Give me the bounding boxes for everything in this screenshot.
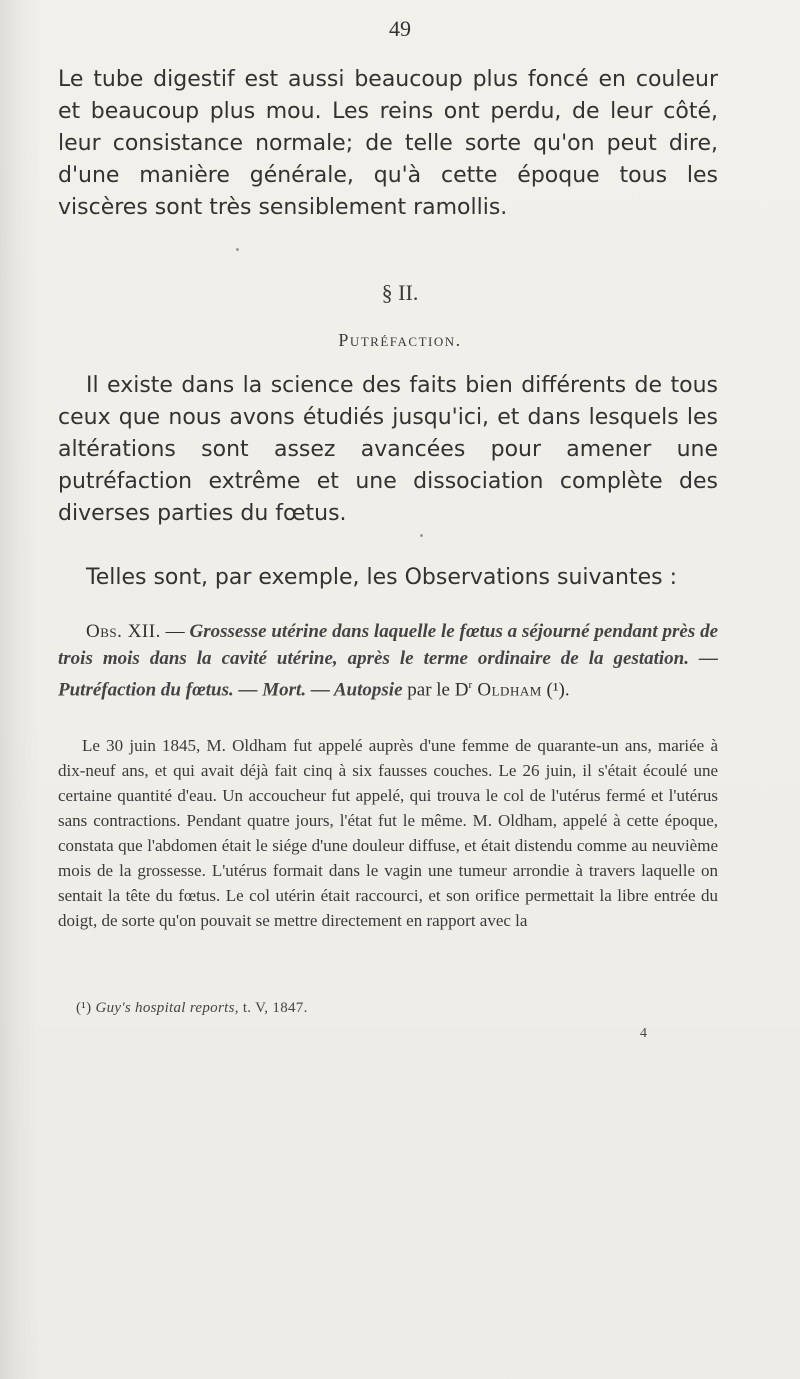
- observation-body: [58, 733, 718, 933]
- observation-body-text: Le 30 juin 1845, M. Oldham fut appelé auprès d'une femme de quarante-un ans, mariée à dix-neuf ans, et qui avait déjà fait cinq à six fausses couches. Le 26 juin, il s'était écoulé une certaine quantité d'eau. Un accoucheur fut appelé, qui trouva le col de l'utérus fermé et l'utérus sans contractions. Pendant quatre jours, l'état fut le même. M. Oldham, appelé à cette époque, constata que l'abdomen était le siége d'une douleur diffuse, et était distendu comme au neuvième mois de la grossesse. L'utérus formait dans le vagin une tumeur arrondie à travers laquelle on sentait la tête du fœtus. Le col utérin était raccourci, et son orifice permettait la libre entrée du doigt, de sorte qu'on pouvait se mettre directement en rapport avec la: [58, 736, 718, 930]
- section-number: § II.: [381, 280, 419, 305]
- observation-author-sup: r: [468, 679, 473, 691]
- paragraph-examples: [58, 562, 718, 594]
- observation-heading: [58, 618, 718, 703]
- page-number: 49: [389, 16, 411, 41]
- observation-author-name: Oldham: [472, 679, 542, 701]
- observation-title: Grossesse utérine dans laquelle le fœtus a séjourné pendant près de trois mois dans la cavité utérine, après le terme ordinaire de la gestation. — Putréfaction du fœtus. — Mort. — Autopsie: [58, 621, 719, 701]
- paper-speck: [236, 248, 239, 251]
- observation-author-prefix: par le D: [402, 679, 469, 701]
- footnote-source: Guy's hospital reports,: [95, 1000, 239, 1016]
- paper-speck: [420, 534, 423, 537]
- paragraph-examples-text: Telles sont, par exemple, les Observations suivantes :: [86, 565, 677, 590]
- section-title: Putréfaction.: [338, 330, 462, 350]
- footnote-reference: (¹).: [541, 679, 570, 701]
- observation-label: Obs. XII.: [86, 621, 161, 642]
- footnote-rest: t. V, 1847.: [238, 1000, 308, 1016]
- observation-dash: —: [160, 621, 190, 642]
- footnote-marker: (¹): [76, 1000, 92, 1016]
- paragraph-putrefaction-text: Il existe dans la science des faits bien différents de tous ceux que nous avons étudiés jusqu'ici, et dans lesquels les altérations sont assez avancées pour amener une putréfaction extrême et une dissociation complète des diverses parties du fœtus.: [58, 373, 718, 526]
- paragraph-intro: [58, 64, 718, 224]
- paragraph-intro-text: Le tube digestif est aussi beaucoup plus foncé en couleur et beaucoup plus mou. Les reins ont perdu, de leur côté, leur consistance normale; de telle sorte qu'on peut dire, d'une manière générale, qu'à cette époque tous les viscères sont très sensiblement ramollis.: [58, 67, 718, 220]
- footnote: [76, 1000, 636, 1017]
- observation-heading-text: [58, 618, 718, 703]
- paragraph-putrefaction: [58, 370, 718, 530]
- signature-mark: 4: [640, 1026, 647, 1041]
